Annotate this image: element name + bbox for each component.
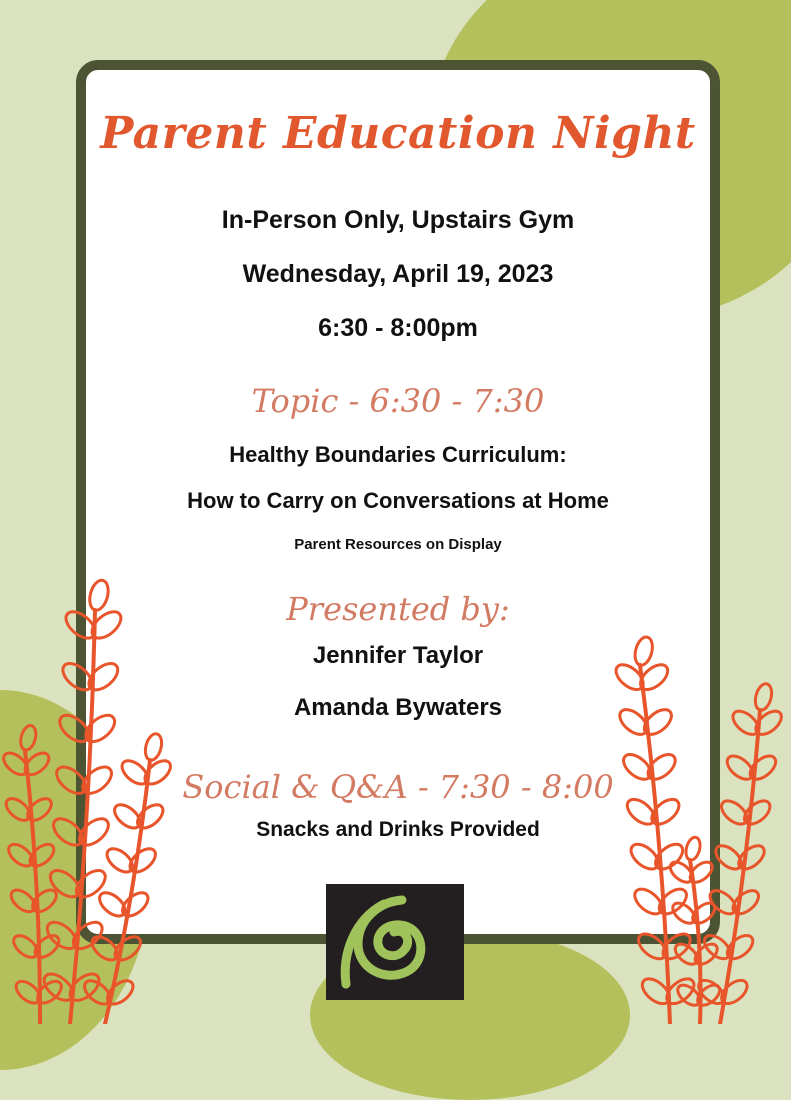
plant-leaf: [746, 752, 780, 784]
topic-heading: Topic - 6:30 - 7:30: [251, 382, 545, 420]
resources-note: Parent Resources on Display: [294, 536, 502, 553]
spiral-icon: [326, 884, 464, 1000]
plant-leaf: [662, 974, 698, 1008]
flyer-card: [76, 60, 720, 944]
plant-leaf: [674, 981, 703, 1009]
topic-line-1: Healthy Boundaries Curriculum:: [229, 442, 567, 467]
plant-leaf: [729, 707, 763, 739]
event-title: Parent Education Night: [100, 108, 696, 159]
plant-leaf: [717, 976, 751, 1008]
plant-leaf: [694, 981, 723, 1009]
plant-leaf: [672, 940, 701, 968]
social-heading: Social & Q&A - 7:30 - 8:00: [182, 768, 614, 806]
presenter-name: Amanda Bywaters: [293, 694, 503, 721]
presenter-name: Jennifer Taylor: [312, 642, 484, 669]
plant-leaf: [729, 886, 763, 918]
plant-leaf: [740, 796, 774, 828]
social-note: Snacks and Drinks Provided: [256, 818, 540, 841]
plant-leaf: [723, 931, 757, 963]
plant-leaf: [735, 841, 769, 873]
plant-stem: [720, 710, 760, 1024]
school-logo: [326, 884, 464, 1000]
plant-leaf: [723, 752, 757, 784]
plant-leaf: [694, 976, 728, 1008]
plant-leaf: [692, 940, 721, 968]
plant-leaf: [638, 974, 674, 1008]
plant-leaf: [753, 682, 775, 712]
event-time: 6:30 - 8:00pm: [318, 314, 478, 342]
topic-line-2: How to Carry on Conversations at Home: [187, 488, 609, 513]
presented-by-heading: Presented by:: [286, 590, 510, 628]
plant-leaf: [752, 707, 786, 739]
plant-leaf: [717, 796, 751, 828]
event-location: In-Person Only, Upstairs Gym: [221, 206, 575, 234]
event-date: Wednesday, April 19, 2023: [242, 260, 554, 288]
